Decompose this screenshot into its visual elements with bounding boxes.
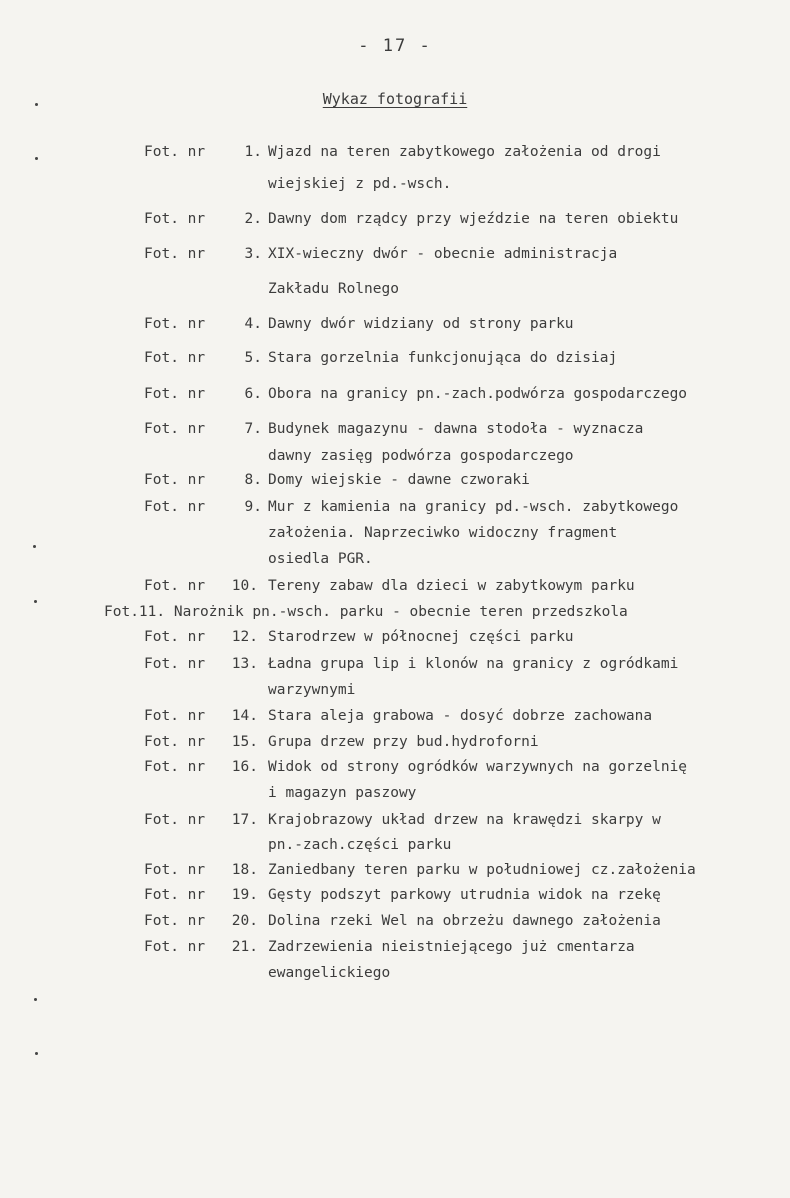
photo-number: 1. <box>244 144 262 160</box>
photo-caption: Ładna grupa lip i klonów na granicy z ogródkami <box>268 656 679 672</box>
photo-number: 12. <box>231 629 258 645</box>
list-item: Fot.11. Narożnik pn.-wsch. parku - obecnie teren przedszkola <box>104 604 628 620</box>
photo-prefix: Fot. nr <box>144 472 206 488</box>
photo-number: 8. <box>244 472 262 488</box>
photo-prefix: Fot. nr <box>144 939 206 955</box>
photo-caption: Grupa drzew przy bud.hydroforni <box>268 734 539 750</box>
photo-prefix: Fot. nr <box>144 759 206 775</box>
photo-prefix: Fot. nr <box>144 211 206 227</box>
photo-caption: Dawny dwór widziany od strony parku <box>268 316 574 332</box>
photo-number: 15. <box>231 734 258 750</box>
photo-prefix: Fot. nr <box>144 144 206 160</box>
photo-prefix: Fot. nr <box>144 708 206 724</box>
margin-mark <box>35 103 38 106</box>
photo-prefix: Fot. nr <box>144 734 206 750</box>
photo-caption-continuation: wiejskiej z pd.-wsch. <box>268 176 452 192</box>
margin-mark <box>35 157 38 160</box>
photo-prefix: Fot. nr <box>144 913 206 929</box>
photo-caption: XIX-wieczny dwór - obecnie administracja <box>268 246 618 262</box>
margin-mark <box>35 1052 38 1055</box>
photo-caption-continuation: i magazyn paszowy <box>268 785 417 801</box>
photo-number: 4. <box>244 316 262 332</box>
photo-caption: Mur z kamienia na granicy pd.-wsch. zabytkowego <box>268 499 679 515</box>
page-number: - 17 - <box>358 36 432 56</box>
photo-number: 18. <box>231 862 258 878</box>
photo-number: 14. <box>231 708 258 724</box>
photo-number: 16. <box>231 759 258 775</box>
photo-number: 9. <box>244 499 262 515</box>
photo-number: 5. <box>244 350 262 366</box>
photo-number: 3. <box>244 246 262 262</box>
photo-number: 6. <box>244 386 262 402</box>
margin-mark <box>34 600 37 603</box>
photo-caption-continuation: Zakładu Rolnego <box>268 281 399 297</box>
photo-prefix: Fot. nr <box>144 246 206 262</box>
photo-caption: Zadrzewienia nieistniejącego już cmentarza <box>268 939 635 955</box>
photo-caption: Obora na granicy pn.-zach.podwórza gospodarczego <box>268 386 688 402</box>
photo-prefix: Fot. nr <box>144 887 206 903</box>
photo-caption-continuation: dawny zasięg podwórza gospodarczego <box>268 448 574 464</box>
photo-number: 7. <box>244 421 262 437</box>
margin-mark <box>33 545 36 548</box>
photo-caption: Budynek magazynu - dawna stodoła - wyznacza <box>268 421 644 437</box>
photo-prefix: Fot. nr <box>144 656 206 672</box>
photo-caption-continuation: warzywnymi <box>268 682 356 698</box>
photo-caption: Zaniedbany teren parku w południowej cz.założenia <box>268 862 696 878</box>
page-title: Wykaz fotografii <box>322 90 468 108</box>
photo-caption-continuation: założenia. Naprzeciwko widoczny fragment <box>268 525 618 541</box>
photo-prefix: Fot. nr <box>144 578 206 594</box>
photo-prefix: Fot. nr <box>144 862 206 878</box>
photo-caption: Widok od strony ogródków warzywnych na gorzelnię <box>268 759 688 775</box>
photo-caption: Stara aleja grabowa - dosyć dobrze zachowana <box>268 708 653 724</box>
photo-number: 10. <box>231 578 258 594</box>
photo-prefix: Fot. nr <box>144 812 206 828</box>
photo-caption: Krajobrazowy układ drzew na krawędzi skarpy w <box>268 812 661 828</box>
photo-number: 17. <box>231 812 258 828</box>
photo-caption: Dolina rzeki Wel na obrzeżu dawnego założenia <box>268 913 661 929</box>
photo-caption: Stara gorzelnia funkcjonująca do dzisiaj <box>268 350 618 366</box>
photo-prefix: Fot. nr <box>144 386 206 402</box>
photo-caption: Domy wiejskie - dawne czworaki <box>268 472 530 488</box>
photo-number: 20. <box>231 913 258 929</box>
photo-number: 19. <box>231 887 258 903</box>
photo-caption: Gęsty podszyt parkowy utrudnia widok na rzekę <box>268 887 661 903</box>
photo-prefix: Fot. nr <box>144 629 206 645</box>
photo-caption: Wjazd na teren zabytkowego założenia od drogi <box>268 144 661 160</box>
photo-caption: Starodrzew w północnej części parku <box>268 629 574 645</box>
photo-caption: Tereny zabaw dla dzieci w zabytkowym parku <box>268 578 635 594</box>
photo-prefix: Fot. nr <box>144 350 206 366</box>
photo-prefix: Fot. nr <box>144 499 206 515</box>
photo-number: 13. <box>231 656 258 672</box>
photo-caption-continuation: pn.-zach.części parku <box>268 837 452 853</box>
photo-prefix: Fot. nr <box>144 421 206 437</box>
margin-mark <box>34 998 37 1001</box>
photo-caption-continuation: osiedla PGR. <box>268 551 373 567</box>
photo-caption: Dawny dom rządcy przy wjeździe na teren obiektu <box>268 211 679 227</box>
photo-number: 21. <box>231 939 258 955</box>
photo-prefix: Fot. nr <box>144 316 206 332</box>
photo-number: 2. <box>244 211 262 227</box>
photo-caption-continuation: ewangelickiego <box>268 965 391 981</box>
